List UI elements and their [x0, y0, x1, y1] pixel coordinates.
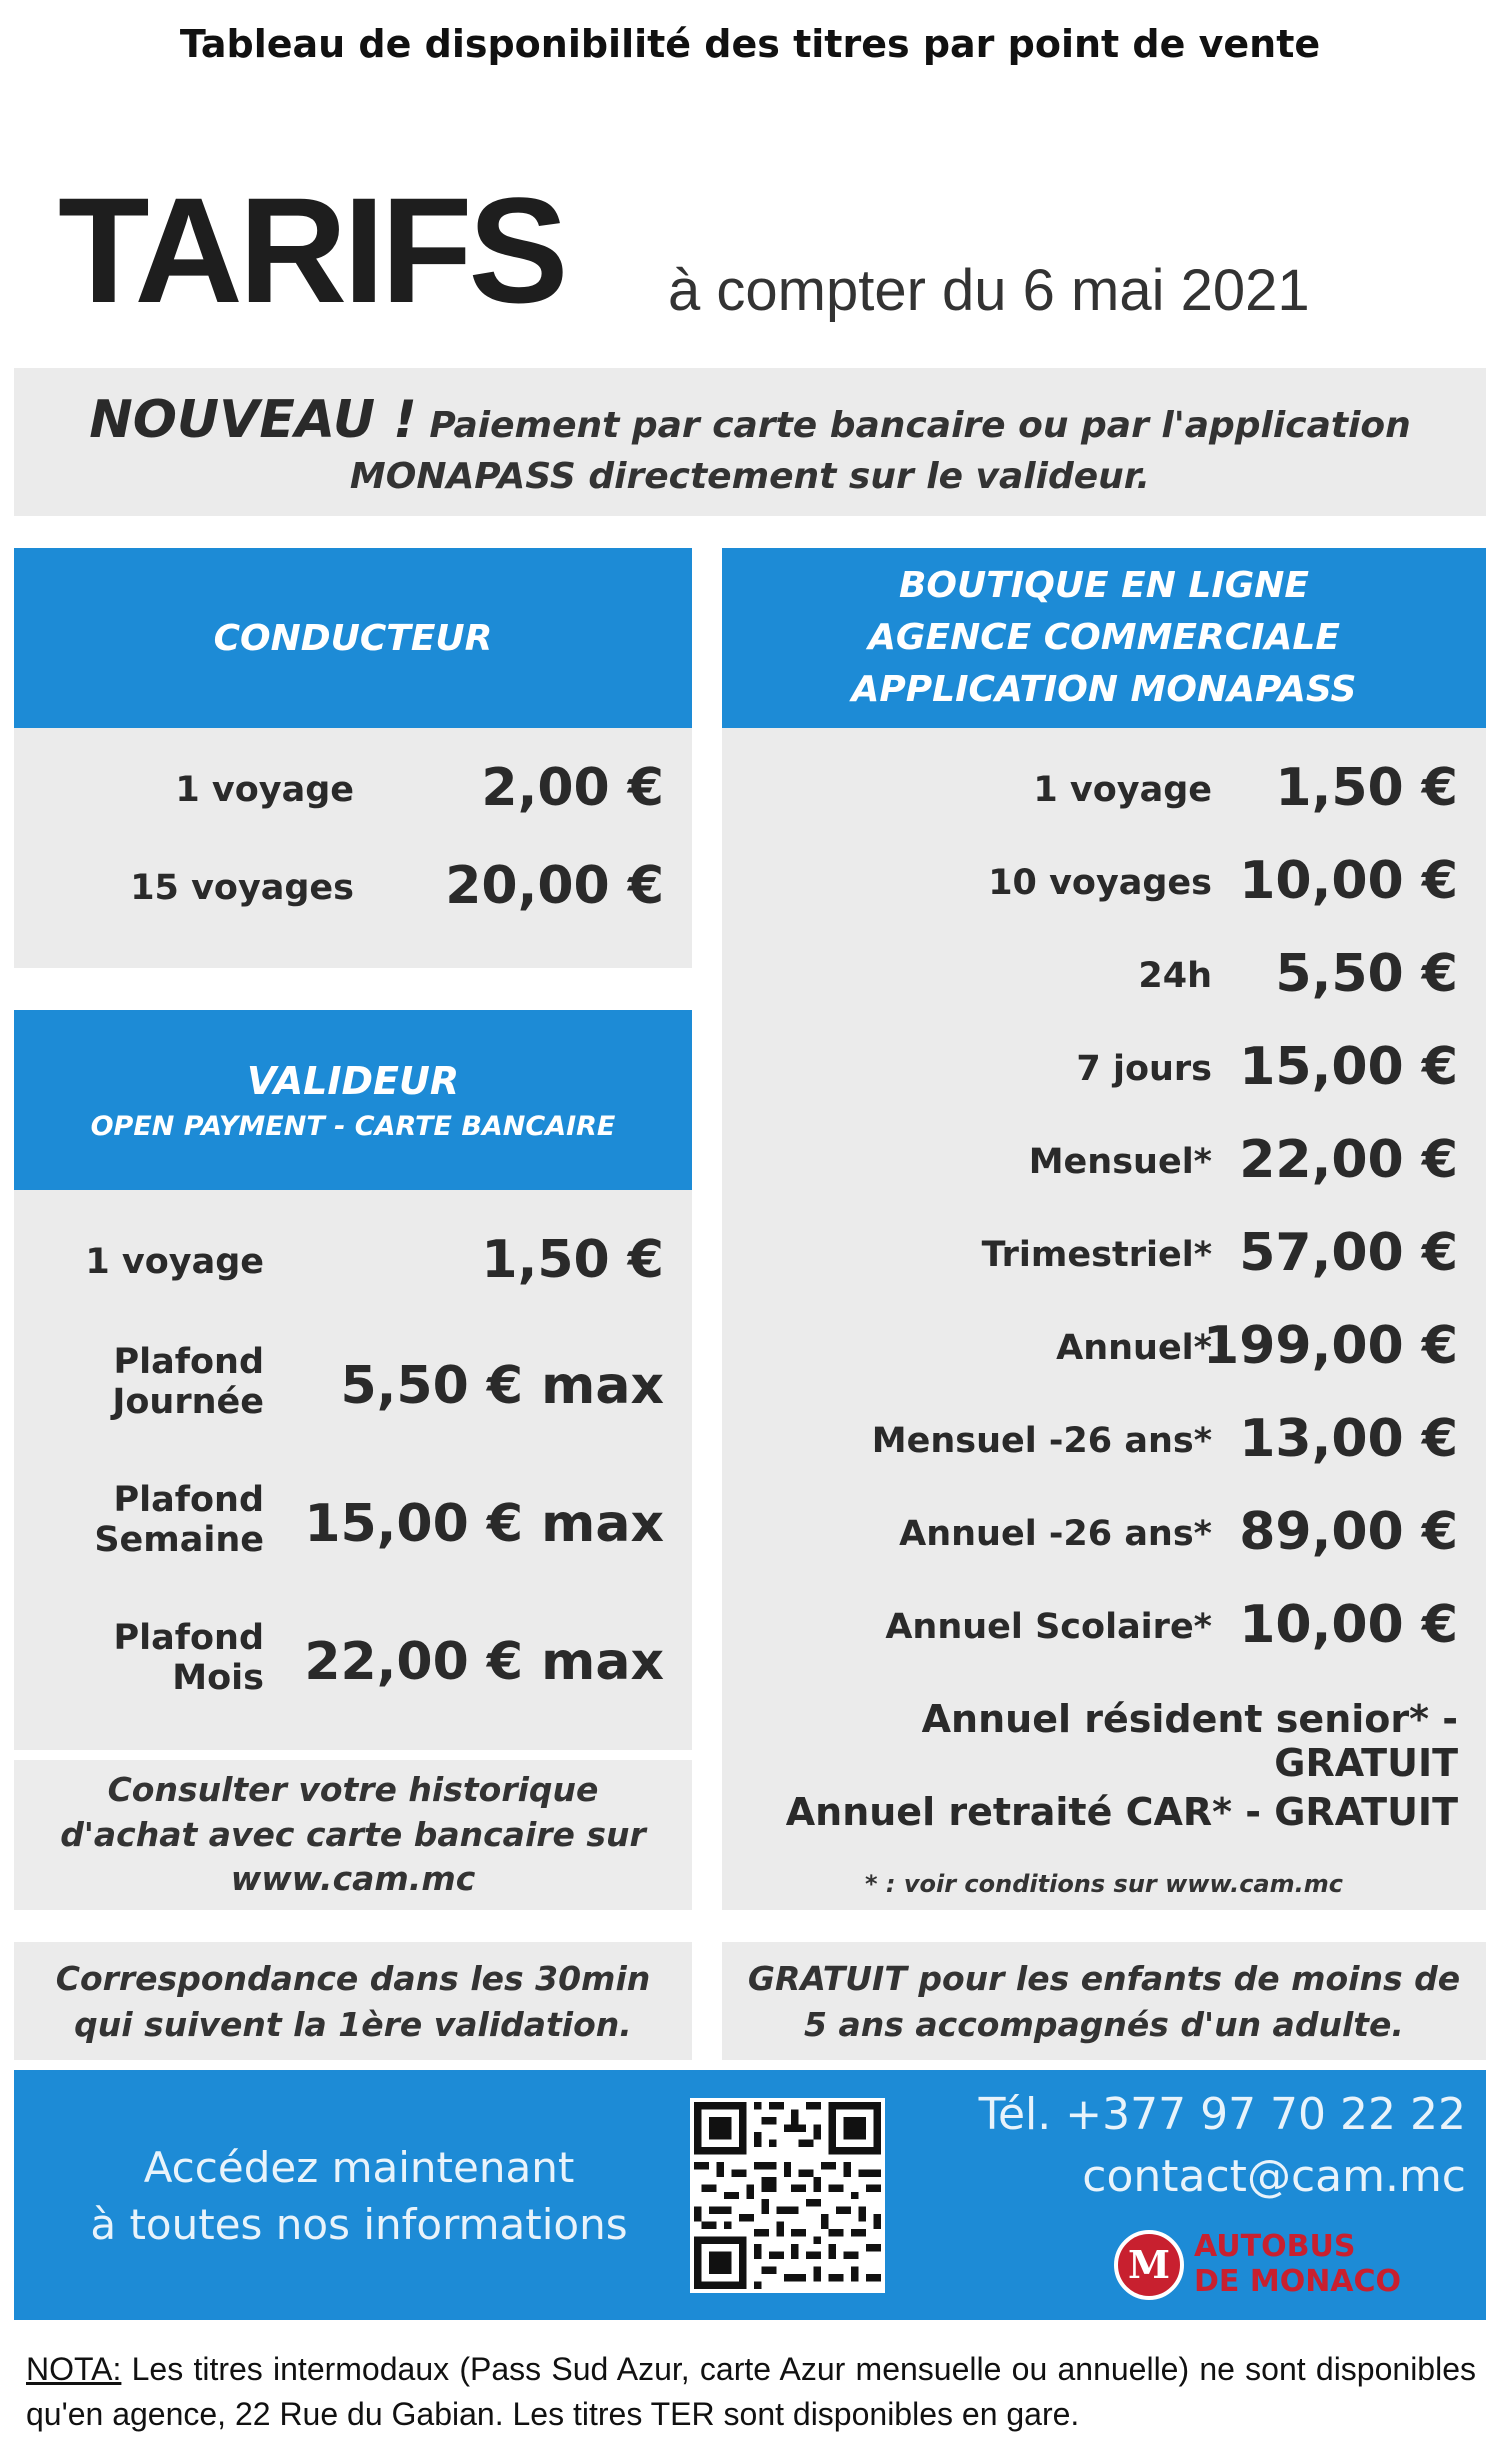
historique-note	[14, 1760, 692, 1910]
nouveau-text-1: Paiement par carte bancaire ou par l'application	[429, 405, 1411, 446]
gratuit-enfants-note	[722, 1942, 1486, 2060]
boutique-row-price: 10,00 €	[1239, 1595, 1458, 1655]
boutique-row-label: 24h	[1138, 956, 1212, 996]
valideur-row-price: 1,50 €	[481, 1230, 664, 1290]
boutique-row-price: 15,00 €	[1239, 1037, 1458, 1097]
correspondance-line: qui suivent la 1ère validation.	[74, 2005, 632, 2045]
boutique-title-line: BOUTIQUE EN LIGNE	[898, 564, 1310, 606]
nota-prefix: NOTA:	[26, 2351, 122, 2387]
valideur-row-label-line: Mois	[172, 1658, 264, 1699]
valideur-row-label-line: Plafond	[113, 1342, 264, 1382]
boutique-row-label: Trimestriel*	[981, 1235, 1212, 1275]
boutique-gratuit-row: Annuel résident senior* - GRATUIT	[921, 1697, 1458, 1785]
logo-line: DE MONACO	[1194, 2263, 1402, 2299]
conducteur-row-price: 20,00 €	[445, 856, 664, 916]
boutique-row-label: 7 jours	[1076, 1049, 1212, 1089]
valideur-row-label	[34, 1618, 264, 1699]
boutique-title-line: AGENCE COMMERCIALE	[868, 616, 1340, 658]
contact-block	[954, 2084, 1466, 2207]
boutique-row-label: Mensuel -26 ans*	[871, 1421, 1212, 1461]
valideur-row-label-line: Semaine	[94, 1520, 264, 1561]
boutique-row-price: 10,00 €	[1239, 851, 1458, 911]
nota-footer	[26, 2347, 1476, 2437]
boutique-row-price: 5,50 €	[1275, 944, 1458, 1004]
tarifs-heading: TARIFS	[58, 166, 565, 334]
boutique-row-label: 1 voyage	[1033, 770, 1212, 810]
nouveau-line-1	[44, 390, 1456, 450]
valideur-row-label-line: 1 voyage	[85, 1242, 264, 1282]
boutique-header	[722, 548, 1486, 728]
tarifs-date: à compter du 6 mai 2021	[668, 258, 1310, 323]
info-text-line: à toutes nos informations	[90, 2199, 628, 2249]
conducteur-title: CONDUCTEUR	[213, 617, 493, 659]
boutique-title-line: APPLICATION MONAPASS	[851, 669, 1357, 711]
nouveau-text-2: MONAPASS directement sur le valideur.	[349, 456, 1151, 497]
qr-code-icon[interactable]	[690, 2098, 885, 2293]
boutique-row-price: 1,50 €	[1275, 758, 1458, 818]
boutique-gratuit-row: Annuel retraité CAR* - GRATUIT	[785, 1790, 1458, 1834]
boutique-row-label: Annuel*	[1056, 1328, 1212, 1368]
valideur-row-label	[34, 1342, 264, 1423]
conducteur-row-label: 1 voyage	[175, 770, 354, 810]
conducteur-row-price: 2,00 €	[481, 758, 664, 818]
autobus-logo-text	[1194, 2230, 1474, 2299]
valideur-row-label-line: Plafond	[113, 1480, 264, 1520]
boutique-row-price: 57,00 €	[1239, 1223, 1458, 1283]
conducteur-row-label: 15 voyages	[130, 868, 354, 908]
gratuit-enfants-line: GRATUIT pour les enfants de moins de	[747, 1959, 1461, 1998]
nouveau-word: NOUVEAU !	[89, 390, 417, 450]
historique-line: d'achat avec carte bancaire sur	[60, 1814, 646, 1854]
boutique-row-label: Mensuel*	[1028, 1142, 1212, 1182]
boutique-row-price: 199,00 €	[1203, 1316, 1458, 1376]
valideur-panel	[14, 1190, 692, 1750]
historique-link[interactable]: www.cam.mc	[230, 1859, 476, 1899]
conditions-note: * : voir conditions sur www.cam.mc	[865, 1870, 1343, 1898]
conducteur-header	[14, 548, 692, 728]
nota-text: Les titres intermodaux (Pass Sud Azur, carte Azur mensuelle ou annuelle) ne sont disponibles qu'en agence, 22 Rue du Gabian. Les titres TER sont disponibles en gare.	[26, 2351, 1476, 2432]
boutique-row-price: 89,00 €	[1239, 1502, 1458, 1562]
valideur-title: VALIDEUR	[246, 1058, 460, 1103]
qr-code-graphic	[694, 2102, 881, 2289]
boutique-row-label: Annuel Scolaire*	[885, 1607, 1212, 1647]
correspondance-note	[14, 1942, 692, 2060]
valideur-row-price: 5,50 € max	[340, 1356, 664, 1416]
boutique-panel	[722, 728, 1486, 1910]
logo-line: AUTOBUS	[1194, 2229, 1356, 2264]
valideur-subtitle: OPEN PAYMENT - CARTE BANCAIRE	[90, 1110, 616, 1142]
valideur-row-label-line: Journée	[112, 1382, 264, 1423]
nouveau-banner	[14, 368, 1486, 516]
boutique-row-label: 10 voyages	[988, 863, 1212, 903]
valideur-row-label	[34, 1480, 264, 1561]
valideur-row-label	[34, 1242, 264, 1282]
contact-email[interactable]: contact@cam.mc	[1082, 2150, 1466, 2202]
info-text-line: Accédez maintenant	[143, 2143, 575, 2192]
info-text	[54, 2140, 664, 2253]
valideur-row-price: 22,00 € max	[304, 1632, 664, 1692]
gratuit-enfants-line: 5 ans accompagnés d'un adulte.	[804, 2005, 1404, 2045]
valideur-row-price: 15,00 € max	[304, 1494, 664, 1554]
boutique-row-price: 13,00 €	[1239, 1409, 1458, 1469]
conducteur-panel	[14, 728, 692, 968]
boutique-row-price: 22,00 €	[1239, 1130, 1458, 1190]
correspondance-line: Correspondance dans les 30min	[55, 1959, 651, 1998]
historique-line: Consulter votre historique	[107, 1770, 599, 1809]
autobus-logo-icon: M	[1114, 2230, 1184, 2300]
boutique-row-label: Annuel -26 ans*	[899, 1514, 1212, 1554]
document-title: Tableau de disponibilité des titres par point de vente	[179, 22, 1321, 66]
valideur-header	[14, 1010, 692, 1190]
contact-phone[interactable]: Tél. +377 97 70 22 22	[978, 2089, 1466, 2140]
valideur-row-label-line: Plafond	[113, 1618, 264, 1658]
